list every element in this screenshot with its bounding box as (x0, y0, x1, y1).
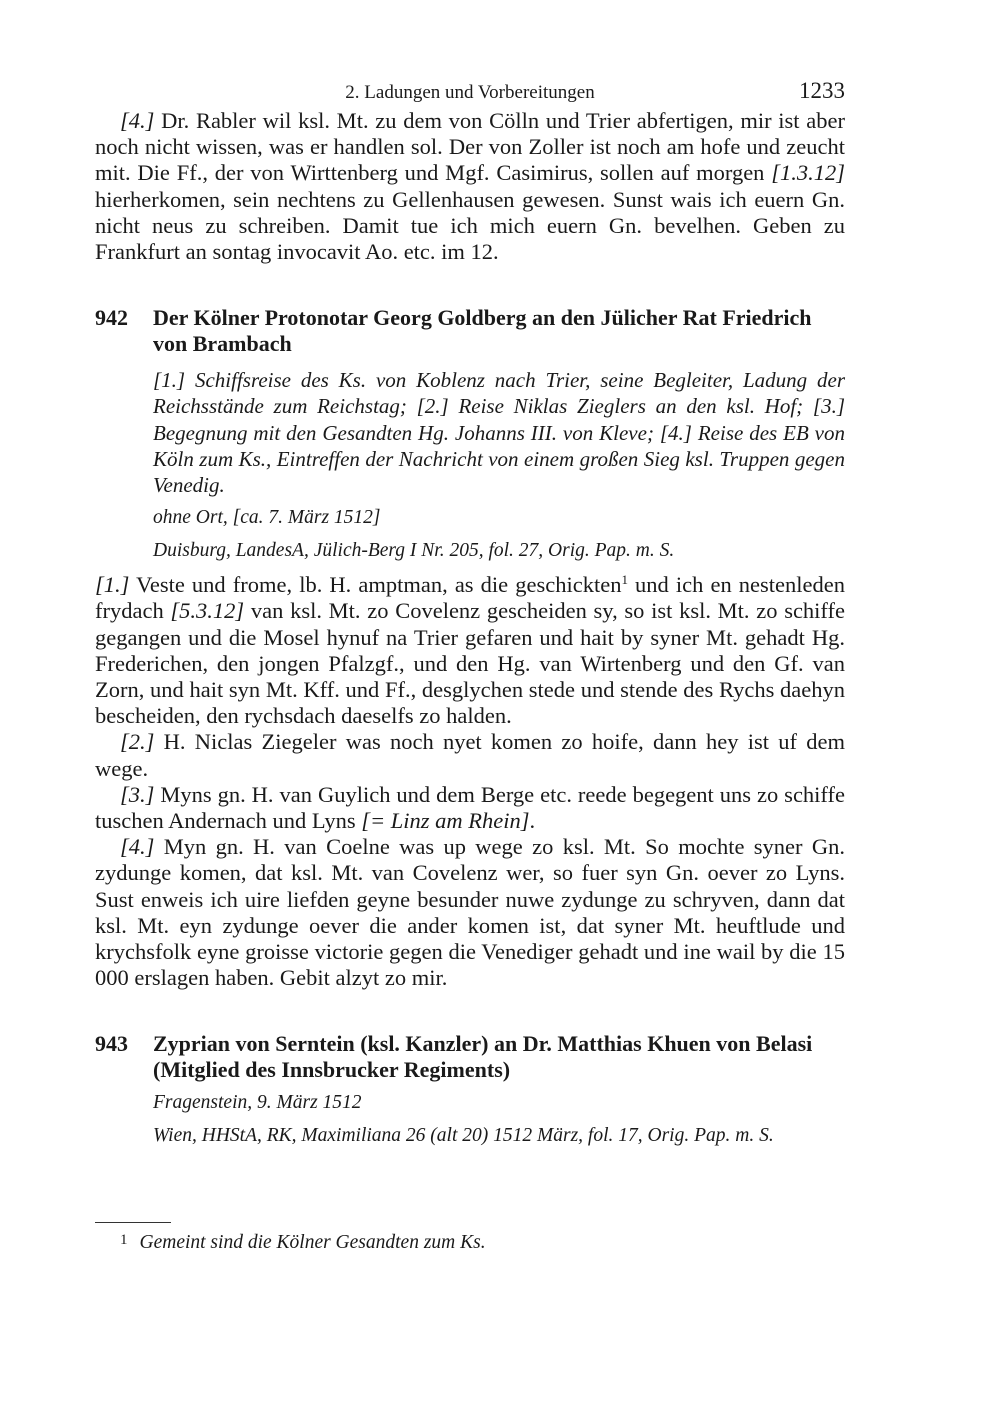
page-number: 1233 (799, 78, 845, 103)
running-head (95, 78, 845, 108)
paragraph-1: [1.] Veste und frome, lb. H. amptman, as die geschickten$^1$ und ich en nestenleden frydach [5.3.12] van ksl. Mt. zo Covelenz gescheiden sy, so ist ksl. Mt. zo schiffe gegangen und die Mosel hynuf na Trier gefaren und hait by syner Mt. gehadt Hg. Frederichen, den jongen Pfalzgf., und den Hg. van Wirtenberg und den Gf. van Zorn, und hait syn Mt. Kff. und Ff., desglychen stede und stende des Rychs daehyn bescheiden, den rychsdach daeselfs zo halden. (95, 572, 846, 729)
document-942 (95, 305, 845, 563)
document-source: Duisburg, LandesA, Jülich-Berg I Nr. 205, fol. 27, Orig. Pap. m. S. (153, 540, 675, 562)
section-marker: [1.] (95, 572, 130, 598)
footnote (120, 1228, 486, 1255)
document-title: Der Kölner Protonotar Georg Goldberg an den Jülicher Rat Friedrich von Brambach (153, 305, 812, 357)
footnote-text: Gemeint sind die Kölner Gesandten zum Ks. (139, 1232, 486, 1253)
document-number: 942 (95, 305, 128, 331)
document-place-date: Fragenstein, 9. März 1512 (153, 1092, 362, 1114)
editorial-date: [1.3.12] (771, 160, 845, 186)
document-place-date: ohne Ort, [ca. 7. März 1512] (153, 507, 381, 529)
intro-paragraph: [4.] Dr. Rabler wil ksl. Mt. zu dem von Cölln und Trier abfertigen, mir ist aber noch nicht wissen, was er handlen sol. Der von Zoller ist noch am hofe und zeucht mit. Die Ff., der von Wirttenberg und Mgf. Casimirus, sollen auf morgen [1.3.12] hierherkomen, sein nechtens zu Gellenhausen gewesen. Sunst wais ich euern Gn. nicht neus zu schreiben. Damit tue ich mich euern Gn. bevelhen. Geben zu Frankfurt an sontag invocavit Ao. etc. im 12. (95, 108, 845, 265)
section-marker: [2.] (120, 729, 155, 755)
running-head-title: 2. Ladungen und Vorbereitungen (345, 82, 595, 103)
document-942-text (95, 572, 845, 991)
section-marker: [3.] (120, 781, 155, 807)
editorial-note: [= Linz am Rhein] (361, 808, 530, 834)
page (95, 78, 845, 1148)
document-source: Wien, HHStA, RK, Maximiliana 26 (alt 20) 1512 März, fol. 17, Orig. Pap. m. S. (153, 1125, 774, 1147)
footnote-ref[interactable]: 1 (621, 572, 628, 588)
document-number: 943 (95, 1031, 128, 1057)
footnote-number: 1 (120, 1232, 128, 1248)
section-marker: [4.] (120, 834, 155, 860)
editorial-date: [5.3.12] (170, 598, 245, 624)
document-943 (95, 1031, 845, 1148)
paragraph-4: [4.] Myn gn. H. van Coelne was up wege zo ksl. Mt. So mochte syner Gn. zydunge komen, dat ksl. Mt. van Covelenz wer, so fuer syn Gn. oever zo Lyns. Sust enweis ich uire liefden geyne besunder nuwe zydunge zu schryven, dann dat ksl. Mt. eyn zydunge oever die ander komen ist, dat syner Mt. heuftlude und krychsfolk eyne groisse victorie gegen die Venediger gehadt und ine wail by die 15 000 erslagen haben. Gebit alzyt zo mir. (95, 834, 845, 991)
paragraph-3: [3.] Myns gn. H. van Guylich und dem Berge etc. reede begegent uns zo schiffe tuschen Andernach und Lyns [= Linz am Rhein]. (95, 781, 845, 834)
document-regest: [1.] Schiffsreise des Ks. von Koblenz nach Trier, seine Begleiter, Ladung der Reichsstände zum Reichstag; [2.] Reise Niklas Zieglers an den ksl. Hof; [3.] Begegnung mit den Gesandten Hg. Johanns III. von Kleve; [4.] Reise des EB von Köln zum Ks., Eintreffen der Nachricht von einem großen Sieg ksl. Truppen gegen Venedig. (153, 368, 845, 498)
document-title: Zyprian von Serntein (ksl. Kanzler) an Dr. Matthias Khuen von Belasi (Mitglied des Innsbrucker Regiments) (153, 1031, 813, 1083)
paragraph-2: [2.] H. Niclas Ziegeler was noch nyet komen zo hoife, dann hey ist uf dem wege. (95, 729, 845, 781)
footnote-divider (95, 1222, 171, 1223)
section-marker: [4.] (120, 108, 155, 133)
